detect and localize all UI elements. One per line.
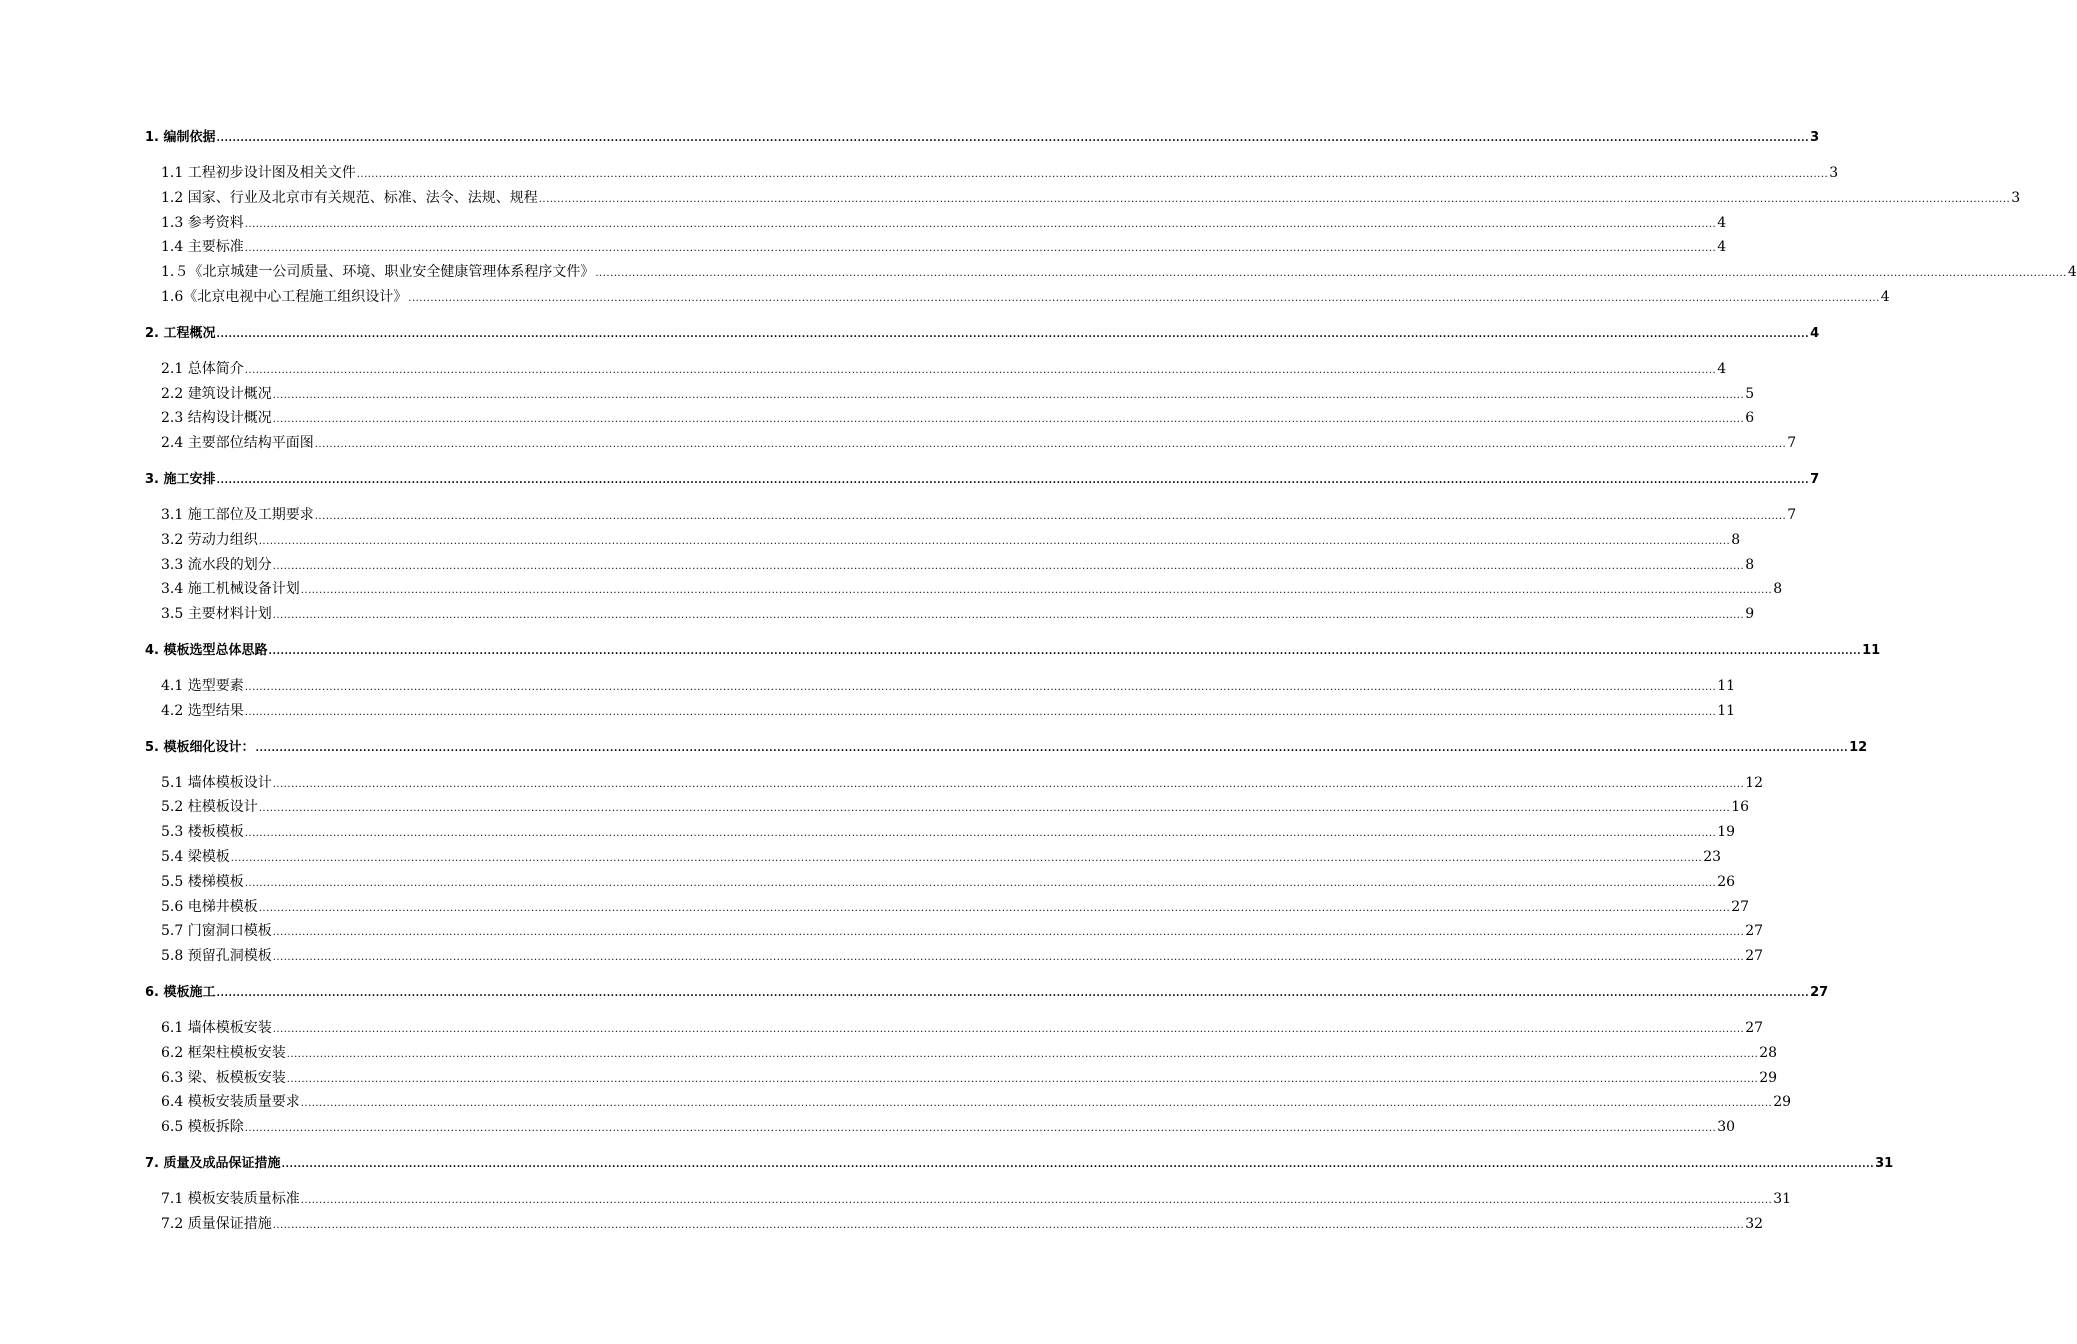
toc-chapter-entry[interactable]	[145, 1153, 1894, 1174]
toc-page-number: 4	[1717, 214, 1727, 231]
toc-page-number: 6	[1745, 410, 1755, 427]
dot-leader: ................................................................................................................................................................................................................................................................................................................................................................................................................	[272, 389, 1745, 401]
toc-page-number: 12	[1849, 739, 1868, 755]
toc-page-number: 11	[1862, 642, 1881, 658]
toc-entry-label: 3.2 劳动力组织	[161, 531, 258, 548]
toc-section-entry[interactable]	[145, 1115, 1736, 1140]
toc-section-entry[interactable]	[145, 431, 1797, 456]
toc-section-entry[interactable]	[145, 845, 1722, 870]
toc-section-entry[interactable]	[145, 919, 1764, 944]
dot-leader: ................................................................................................................................................................................................................................................................................................................................................................................................................	[244, 1123, 1717, 1135]
dot-leader: ................................................................................................................................................................................................................................................................................................................................................................................................................	[595, 268, 2067, 280]
toc-entry-label: 2.3 结构设计概况	[161, 410, 272, 427]
toc-section-entry[interactable]	[145, 699, 1736, 724]
toc-entry-label: 3. 施工安排	[145, 471, 216, 487]
toc-section-entry[interactable]	[145, 1016, 1764, 1041]
toc-entry-label: 4. 模板选型总体思路	[145, 642, 268, 658]
dot-leader: ................................................................................................................................................................................................................................................................................................................................................................................................................	[272, 927, 1745, 939]
dot-leader: ................................................................................................................................................................................................................................................................................................................................................................................................................	[216, 328, 1810, 340]
dot-leader: ................................................................................................................................................................................................................................................................................................................................................................................................................	[356, 169, 1829, 180]
toc-entry-label: 6. 模板施工	[145, 984, 216, 1000]
dot-leader: ................................................................................................................................................................................................................................................................................................................................................................................................................	[244, 681, 1717, 693]
dot-leader: ................................................................................................................................................................................................................................................................................................................................................................................................................	[268, 645, 1862, 657]
toc-entry-label: 1.1 工程初步设计图及相关文件	[161, 165, 356, 181]
dot-leader: ................................................................................................................................................................................................................................................................................................................................................................................................................	[408, 292, 1880, 304]
toc-page-number: 26	[1717, 873, 1736, 890]
toc-chapter-entry[interactable]	[145, 323, 1820, 344]
toc-entry-label: 1. 编制依据	[145, 130, 216, 145]
toc-page-number: 4	[1717, 360, 1727, 377]
toc-page-number: 5	[1745, 385, 1755, 402]
toc-entry-label: 5.5 楼梯模板	[161, 873, 244, 890]
toc-entry-label: 6.2 框架柱模板安装	[161, 1044, 286, 1061]
toc-entry-label: 1.6《北京电视中心工程施工组织设计》	[161, 288, 408, 305]
toc-section-entry[interactable]	[145, 895, 1750, 920]
toc-page-number: 9	[1745, 606, 1755, 623]
toc-page-number: 27	[1745, 1019, 1764, 1036]
toc-chapter-entry[interactable]	[145, 469, 1820, 490]
toc-section-entry[interactable]	[145, 357, 1727, 382]
toc-page-number: 29	[1773, 1094, 1792, 1111]
toc-section-entry[interactable]	[145, 382, 1755, 407]
toc-section-entry[interactable]	[145, 503, 1797, 528]
toc-entry-label: 1.2 国家、行业及北京市有关规范、标准、法令、法规、规程	[161, 189, 538, 206]
dot-leader: ................................................................................................................................................................................................................................................................................................................................................................................................................	[255, 742, 1849, 754]
dot-leader: ................................................................................................................................................................................................................................................................................................................................................................................................................	[314, 510, 1787, 522]
dot-leader: ................................................................................................................................................................................................................................................................................................................................................................................................................	[244, 243, 1717, 255]
toc-entry-label: 1.4 主要标准	[161, 239, 244, 256]
toc-page-number: 7	[1810, 471, 1820, 487]
toc-entry-label: 6.5 模板拆除	[161, 1119, 244, 1136]
dot-leader: ................................................................................................................................................................................................................................................................................................................................................................................................................	[244, 218, 1717, 230]
dot-leader: ................................................................................................................................................................................................................................................................................................................................................................................................................	[272, 778, 1745, 790]
toc-page-number: 27	[1745, 923, 1764, 940]
toc-entry-label: 7. 质量及成品保证措施	[145, 1155, 281, 1171]
toc-entry-label: 5.1 墙体模板设计	[161, 774, 272, 791]
dot-leader: ................................................................................................................................................................................................................................................................................................................................................................................................................	[258, 803, 1731, 815]
dot-leader: ................................................................................................................................................................................................................................................................................................................................................................................................................	[244, 364, 1717, 376]
dot-leader: ................................................................................................................................................................................................................................................................................................................................................................................................................	[258, 535, 1731, 547]
toc-chapter-entry[interactable]	[145, 127, 1820, 148]
toc-entry-label: 7.2 质量保证措施	[161, 1215, 272, 1232]
toc-section-entry[interactable]	[145, 1041, 1778, 1066]
toc-entry-label: 2.1 总体简介	[161, 360, 244, 377]
dot-leader: ................................................................................................................................................................................................................................................................................................................................................................................................................	[244, 877, 1717, 889]
dot-leader: ................................................................................................................................................................................................................................................................................................................................................................................................................	[272, 610, 1745, 622]
dot-leader: ................................................................................................................................................................................................................................................................................................................................................................................................................	[300, 1194, 1773, 1206]
toc-entry-label: 4.2 选型结果	[161, 702, 244, 719]
dot-leader: ................................................................................................................................................................................................................................................................................................................................................................................................................	[314, 439, 1787, 451]
dot-leader: ................................................................................................................................................................................................................................................................................................................................................................................................................	[281, 1158, 1875, 1170]
toc-chapter-entry[interactable]	[145, 737, 1868, 758]
dot-leader: ................................................................................................................................................................................................................................................................................................................................................................................................................	[216, 987, 1810, 999]
toc-section-entry[interactable]	[145, 285, 1890, 310]
dot-leader: ................................................................................................................................................................................................................................................................................................................................................................................................................	[244, 828, 1717, 840]
toc-page-number: 27	[1731, 898, 1750, 915]
toc-page-number: 27	[1745, 948, 1764, 965]
dot-leader: ................................................................................................................................................................................................................................................................................................................................................................................................................	[272, 414, 1745, 426]
toc-entry-label: 7.1 模板安装质量标准	[161, 1190, 300, 1207]
toc-page-number: 8	[1745, 556, 1755, 573]
toc-entry-label: 3.3 流水段的划分	[161, 556, 272, 573]
toc-section-entry[interactable]	[145, 235, 1727, 260]
toc-entry-label: 1.3 参考资料	[161, 214, 244, 231]
toc-section-entry[interactable]	[145, 1066, 1778, 1091]
toc-page-number: 7	[1787, 506, 1797, 523]
toc-page-number: 31	[1875, 1155, 1894, 1171]
toc-section-entry[interactable]	[145, 870, 1736, 895]
toc-entry-label: 6.4 模板安装质量要求	[161, 1094, 300, 1111]
toc-entry-label: 5.3 楼板模板	[161, 824, 244, 841]
toc-section-entry[interactable]	[145, 820, 1736, 845]
toc-chapter-entry[interactable]	[145, 982, 1829, 1003]
toc-section-entry[interactable]	[145, 602, 1755, 627]
toc-entry-label: 5.2 柱模板设计	[161, 799, 258, 816]
toc-page-number: 4	[1810, 325, 1820, 341]
toc-entry-label: 2.4 主要部位结构平面图	[161, 435, 314, 452]
dot-leader: ................................................................................................................................................................................................................................................................................................................................................................................................................	[286, 1073, 1759, 1085]
table-of-contents	[145, 127, 2077, 1237]
toc-section-entry[interactable]	[145, 1187, 1792, 1212]
toc-entry-label: 2. 工程概况	[145, 325, 216, 341]
toc-page-number: 4	[1880, 288, 1890, 305]
toc-page-number: 11	[1717, 702, 1736, 719]
toc-entry-label: 5. 模板细化设计：	[145, 739, 255, 755]
toc-page-number: 4	[2067, 264, 2077, 281]
toc-page-number: 8	[1731, 531, 1741, 548]
toc-section-entry[interactable]	[145, 771, 1764, 796]
dot-leader: ................................................................................................................................................................................................................................................................................................................................................................................................................	[272, 560, 1745, 572]
toc-section-entry[interactable]	[145, 260, 2077, 285]
toc-page-number: 4	[1717, 239, 1727, 256]
dot-leader: ................................................................................................................................................................................................................................................................................................................................................................................................................	[230, 852, 1703, 864]
toc-entry-label: 1.５《北京城建一公司质量、环境、职业安全健康管理体系程序文件》	[161, 264, 595, 281]
toc-page-number: 11	[1717, 677, 1736, 694]
toc-section-entry[interactable]	[145, 1212, 1764, 1237]
dot-leader: ................................................................................................................................................................................................................................................................................................................................................................................................................	[272, 1219, 1745, 1231]
toc-page-number: 31	[1773, 1190, 1792, 1207]
dot-leader: ................................................................................................................................................................................................................................................................................................................................................................................................................	[300, 585, 1773, 597]
toc-entry-label: 4.1 选型要素	[161, 677, 244, 694]
toc-section-entry[interactable]	[145, 406, 1755, 431]
toc-entry-label: 5.8 预留孔洞模板	[161, 948, 272, 965]
toc-entry-label: 5.4 梁模板	[161, 848, 230, 865]
toc-section-entry[interactable]	[145, 161, 1839, 186]
dot-leader: ................................................................................................................................................................................................................................................................................................................................................................................................................	[258, 902, 1731, 914]
toc-page-number: 32	[1745, 1215, 1764, 1232]
dot-leader: ................................................................................................................................................................................................................................................................................................................................................................................................................	[272, 1023, 1745, 1035]
toc-entry-label: 5.6 电梯井模板	[161, 898, 258, 915]
toc-page-number: 29	[1759, 1069, 1778, 1086]
dot-leader: ................................................................................................................................................................................................................................................................................................................................................................................................................	[300, 1098, 1773, 1110]
toc-section-entry[interactable]	[145, 211, 1727, 236]
dot-leader: ................................................................................................................................................................................................................................................................................................................................................................................................................	[286, 1048, 1759, 1060]
dot-leader: ................................................................................................................................................................................................................................................................................................................................................................................................................	[538, 193, 2011, 205]
toc-page-number: 12	[1745, 774, 1764, 791]
dot-leader: ................................................................................................................................................................................................................................................................................................................................................................................................................	[216, 133, 1810, 144]
toc-entry-label: 3.1 施工部位及工期要求	[161, 506, 314, 523]
toc-section-entry[interactable]	[145, 795, 1750, 820]
toc-section-entry[interactable]	[145, 553, 1755, 578]
toc-section-entry[interactable]	[145, 577, 1783, 602]
toc-section-entry[interactable]	[145, 674, 1736, 699]
toc-page-number: 16	[1731, 799, 1750, 816]
toc-section-entry[interactable]	[145, 186, 2021, 211]
dot-leader: ................................................................................................................................................................................................................................................................................................................................................................................................................	[244, 706, 1717, 718]
dot-leader: ................................................................................................................................................................................................................................................................................................................................................................................................................	[272, 952, 1745, 964]
toc-entry-label: 6.3 梁、板模板安装	[161, 1069, 286, 1086]
toc-page-number: 8	[1773, 581, 1783, 598]
toc-page-number: 3	[2011, 189, 2021, 206]
toc-page-number: 7	[1787, 435, 1797, 452]
toc-page-number: 23	[1703, 848, 1722, 865]
toc-entry-label: 5.7 门窗洞口模板	[161, 923, 272, 940]
toc-page-number: 27	[1810, 984, 1829, 1000]
toc-entry-label: 3.4 施工机械设备计划	[161, 581, 300, 598]
toc-section-entry[interactable]	[145, 944, 1764, 969]
dot-leader: ................................................................................................................................................................................................................................................................................................................................................................................................................	[216, 474, 1810, 486]
toc-section-entry[interactable]	[145, 1090, 1792, 1115]
toc-section-entry[interactable]	[145, 528, 1741, 553]
toc-entry-label: 2.2 建筑设计概况	[161, 385, 272, 402]
toc-page-number: 3	[1810, 130, 1820, 145]
toc-entry-label: 6.1 墙体模板安装	[161, 1019, 272, 1036]
toc-page-number: 3	[1829, 165, 1839, 181]
toc-page-number: 19	[1717, 824, 1736, 841]
toc-entry-label: 3.5 主要材料计划	[161, 606, 272, 623]
toc-page-number: 28	[1759, 1044, 1778, 1061]
toc-chapter-entry[interactable]	[145, 640, 1881, 661]
toc-page-number: 30	[1717, 1119, 1736, 1136]
